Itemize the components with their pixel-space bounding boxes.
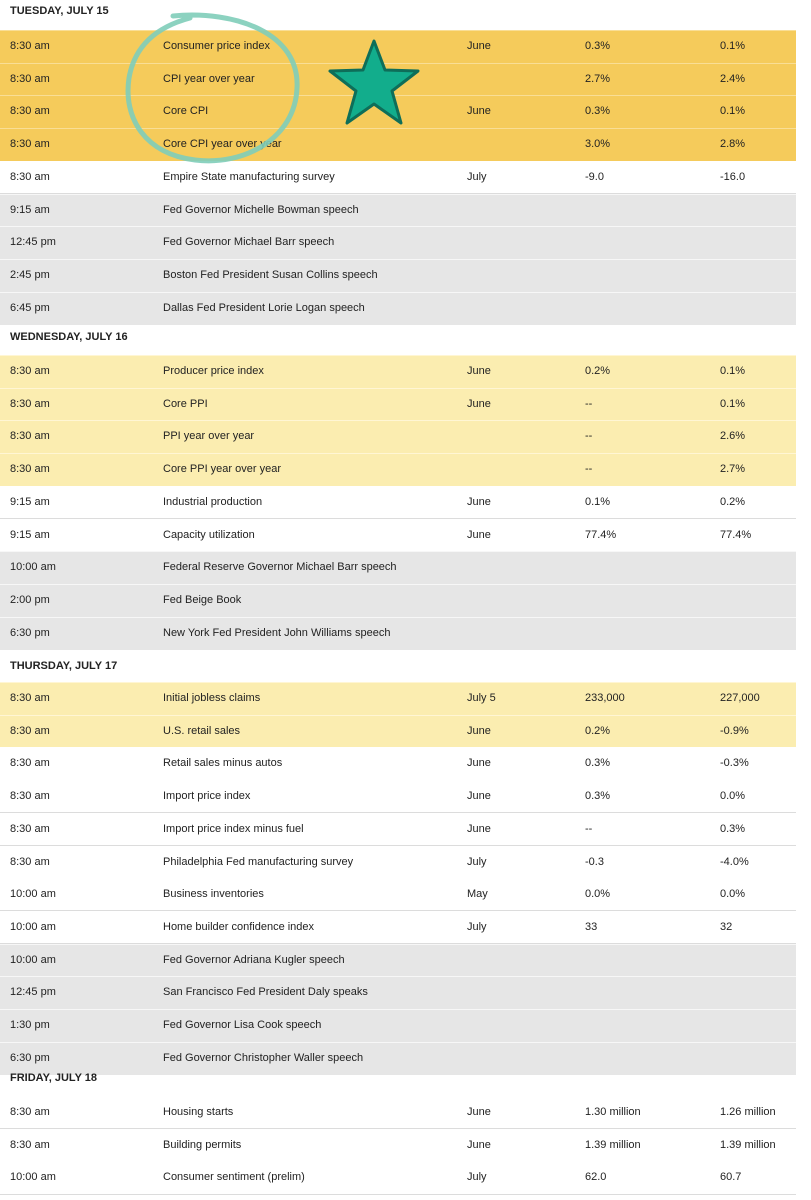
cell-event-name: Industrial production: [163, 495, 263, 508]
calendar-row: [0, 194, 796, 227]
cell-event-name: Fed Governor Michelle Bowman speech: [163, 203, 359, 216]
cell-previous: 60.7: [720, 1171, 742, 1184]
calendar-row: [0, 63, 796, 96]
cell-previous: 2.6%: [720, 430, 746, 443]
cell-forecast: 1.39 million: [585, 1138, 641, 1151]
cell-event-name: Fed Governor Michael Barr speech: [163, 236, 335, 249]
calendar-row: [0, 846, 796, 879]
cell-forecast: 0.3%: [585, 40, 611, 52]
calendar-row: [0, 1096, 796, 1129]
cell-previous: -16.0: [720, 170, 746, 183]
calendar-row: [0, 911, 796, 944]
cell-period: May: [467, 888, 488, 901]
cell-time: 10:00 am: [10, 1171, 56, 1184]
cell-event-name: Business inventories: [163, 888, 264, 901]
cell-period: June: [467, 822, 491, 835]
cell-event-name: Housing starts: [163, 1106, 234, 1118]
cell-forecast: 0.3%: [585, 757, 611, 770]
cell-time: 6:45 pm: [10, 301, 50, 314]
cell-previous: 77.4%: [720, 528, 752, 541]
cell-event-name: Empire State manufacturing survey: [163, 170, 335, 183]
cell-time: 1:30 pm: [10, 1019, 50, 1031]
cell-time: 6:30 pm: [10, 626, 50, 639]
cell-event-name: U.S. retail sales: [163, 724, 241, 737]
calendar-row: [0, 388, 796, 421]
day-header-label: WEDNESDAY, JULY 16: [10, 331, 128, 343]
cell-forecast: 0.2%: [585, 365, 611, 377]
cell-event-name: Dallas Fed President Lorie Logan speech: [163, 301, 365, 314]
cell-period: July: [467, 855, 487, 868]
calendar-row: [0, 976, 796, 1009]
cell-time: 8:30 am: [10, 757, 50, 770]
cell-previous: 1.26 million: [720, 1106, 776, 1118]
calendar-row: [0, 813, 796, 846]
cell-time: 8:30 am: [10, 1106, 50, 1118]
cell-period: June: [467, 528, 491, 541]
cell-event-name: Core PPI: [163, 397, 208, 410]
cell-period: June: [467, 365, 491, 377]
cell-time: 8:30 am: [10, 40, 50, 52]
cell-event-name: Consumer sentiment (prelim): [163, 1171, 305, 1184]
calendar-row: [0, 259, 796, 292]
cell-period: June: [467, 40, 491, 52]
cell-time: 10:00 am: [10, 953, 56, 966]
cell-previous: 2.4%: [720, 72, 746, 85]
calendar-row: [0, 780, 796, 813]
cell-time: 10:00 am: [10, 888, 56, 901]
calendar-row: [0, 226, 796, 259]
cell-forecast: 62.0: [585, 1171, 607, 1184]
cell-event-name: Core CPI year over year: [163, 138, 282, 151]
cell-forecast: --: [585, 397, 593, 410]
cell-previous: -0.3%: [720, 757, 749, 770]
calendar-row: [0, 1042, 796, 1075]
calendar-row: [0, 747, 796, 780]
cell-previous: 0.0%: [720, 790, 746, 803]
cell-event-name: Home builder confidence index: [163, 920, 315, 933]
cell-forecast: 1.30 million: [585, 1106, 641, 1118]
cell-forecast: -9.0: [585, 170, 604, 183]
cell-time: 10:00 am: [10, 920, 56, 933]
cell-previous: 2.7%: [720, 463, 746, 476]
calendar-row: [0, 486, 796, 519]
cell-time: 8:30 am: [10, 692, 50, 704]
calendar-row: [0, 551, 796, 584]
cell-forecast: --: [585, 822, 593, 835]
cell-event-name: Capacity utilization: [163, 528, 255, 541]
cell-period: July: [467, 170, 487, 183]
cell-period: June: [467, 105, 491, 118]
cell-time: 10:00 am: [10, 561, 56, 574]
cell-time: 9:15 am: [10, 528, 50, 541]
cell-event-name: Building permits: [163, 1138, 242, 1151]
cell-time: 8:30 am: [10, 365, 50, 377]
cell-previous: -4.0%: [720, 855, 749, 868]
cell-time: 8:30 am: [10, 397, 50, 410]
cell-time: 8:30 am: [10, 1138, 50, 1151]
cell-forecast: 233,000: [585, 692, 625, 704]
cell-event-name: Fed Governor Adriana Kugler speech: [163, 953, 345, 966]
cell-time: 6:30 pm: [10, 1051, 50, 1064]
cell-forecast: 3.0%: [585, 138, 611, 151]
calendar-row: [0, 944, 796, 977]
cell-event-name: Producer price index: [163, 365, 264, 377]
cell-event-name: Federal Reserve Governor Michael Barr speech: [163, 561, 397, 574]
cell-previous: 0.1%: [720, 365, 746, 377]
cell-event-name: Consumer price index: [163, 40, 270, 52]
cell-previous: 2.8%: [720, 138, 746, 151]
calendar-row: [0, 715, 796, 748]
cell-period: June: [467, 790, 491, 803]
cell-event-name: New York Fed President John Williams speech: [163, 626, 391, 639]
cell-event-name: Fed Governor Christopher Waller speech: [163, 1051, 364, 1064]
cell-previous: 0.3%: [720, 822, 746, 835]
calendar-row: [0, 878, 796, 911]
cell-period: June: [467, 1106, 491, 1118]
calendar-row: [0, 682, 796, 715]
cell-event-name: Core CPI: [163, 105, 209, 118]
cell-period: July: [467, 920, 487, 933]
cell-previous: 0.0%: [720, 888, 746, 901]
calendar-row: [0, 1161, 796, 1194]
cell-previous: 0.1%: [720, 105, 746, 118]
calendar-row: [0, 128, 796, 161]
cell-period: June: [467, 724, 491, 737]
cell-forecast: 0.0%: [585, 888, 611, 901]
cell-previous: 1.39 million: [720, 1138, 776, 1151]
cell-previous: 32: [720, 920, 733, 933]
calendar-row: [0, 161, 796, 194]
cell-previous: 0.2%: [720, 495, 746, 508]
day-header-label: THURSDAY, JULY 17: [10, 660, 118, 672]
cell-previous: 227,000: [720, 692, 760, 704]
cell-forecast: --: [585, 463, 593, 476]
cell-event-name: Retail sales minus autos: [163, 757, 283, 770]
cell-time: 12:45 pm: [10, 236, 56, 249]
cell-time: 2:00 pm: [10, 593, 50, 606]
cell-event-name: San Francisco Fed President Daly speaks: [163, 986, 368, 999]
cell-forecast: 0.1%: [585, 495, 611, 508]
calendar-row: [0, 519, 796, 552]
cell-time: 8:30 am: [10, 105, 50, 118]
cell-period: July 5: [467, 692, 496, 704]
cell-time: 2:45 pm: [10, 268, 50, 281]
cell-time: 12:45 pm: [10, 986, 56, 999]
cell-previous: 0.1%: [720, 397, 746, 410]
cell-time: 9:15 am: [10, 495, 50, 508]
cell-period: June: [467, 1138, 491, 1151]
cell-forecast: 0.3%: [585, 790, 611, 803]
cell-forecast: --: [585, 430, 593, 443]
calendar-row: [0, 95, 796, 128]
cell-period: July: [467, 1171, 487, 1184]
cell-event-name: Fed Governor Lisa Cook speech: [163, 1019, 322, 1031]
calendar-row: [0, 617, 796, 650]
cell-event-name: Fed Beige Book: [163, 593, 242, 606]
cell-event-name: Import price index: [163, 790, 251, 803]
calendar-row: [0, 453, 796, 486]
cell-time: 8:30 am: [10, 72, 50, 85]
cell-time: 8:30 am: [10, 138, 50, 151]
cell-forecast: 0.3%: [585, 105, 611, 118]
cell-time: 8:30 am: [10, 724, 50, 737]
cell-event-name: PPI year over year: [163, 430, 255, 443]
calendar-row: [0, 1009, 796, 1042]
cell-time: 8:30 am: [10, 790, 50, 803]
cell-event-name: Initial jobless claims: [163, 692, 261, 704]
cell-period: June: [467, 397, 491, 410]
cell-time: 8:30 am: [10, 463, 50, 476]
cell-period: June: [467, 495, 491, 508]
cell-previous: -0.9%: [720, 724, 749, 737]
calendar-row: [0, 355, 796, 388]
cell-period: June: [467, 757, 491, 770]
cell-event-name: Philadelphia Fed manufacturing survey: [163, 855, 354, 868]
cell-event-name: CPI year over year: [163, 72, 255, 85]
calendar-row: [0, 292, 796, 325]
cell-event-name: Core PPI year over year: [163, 463, 281, 476]
cell-event-name: Boston Fed President Susan Collins speech: [163, 268, 378, 281]
calendar-row: [0, 1129, 796, 1162]
cell-forecast: 2.7%: [585, 72, 611, 85]
day-header-label: FRIDAY, JULY 18: [10, 1072, 98, 1084]
cell-time: 8:30 am: [10, 822, 50, 835]
day-header-label: TUESDAY, JULY 15: [10, 5, 109, 17]
cell-forecast: 0.2%: [585, 724, 611, 737]
cell-time: 8:30 am: [10, 855, 50, 868]
cell-time: 8:30 am: [10, 430, 50, 443]
calendar-row: [0, 584, 796, 617]
calendar-row: [0, 420, 796, 453]
cell-time: 9:15 am: [10, 203, 50, 216]
cell-forecast: -0.3: [585, 855, 604, 868]
cell-forecast: 33: [585, 920, 598, 933]
cell-event-name: Import price index minus fuel: [163, 822, 304, 835]
cell-forecast: 77.4%: [585, 528, 617, 541]
cell-previous: 0.1%: [720, 40, 746, 52]
cell-time: 8:30 am: [10, 170, 50, 183]
calendar-row: [0, 30, 796, 63]
